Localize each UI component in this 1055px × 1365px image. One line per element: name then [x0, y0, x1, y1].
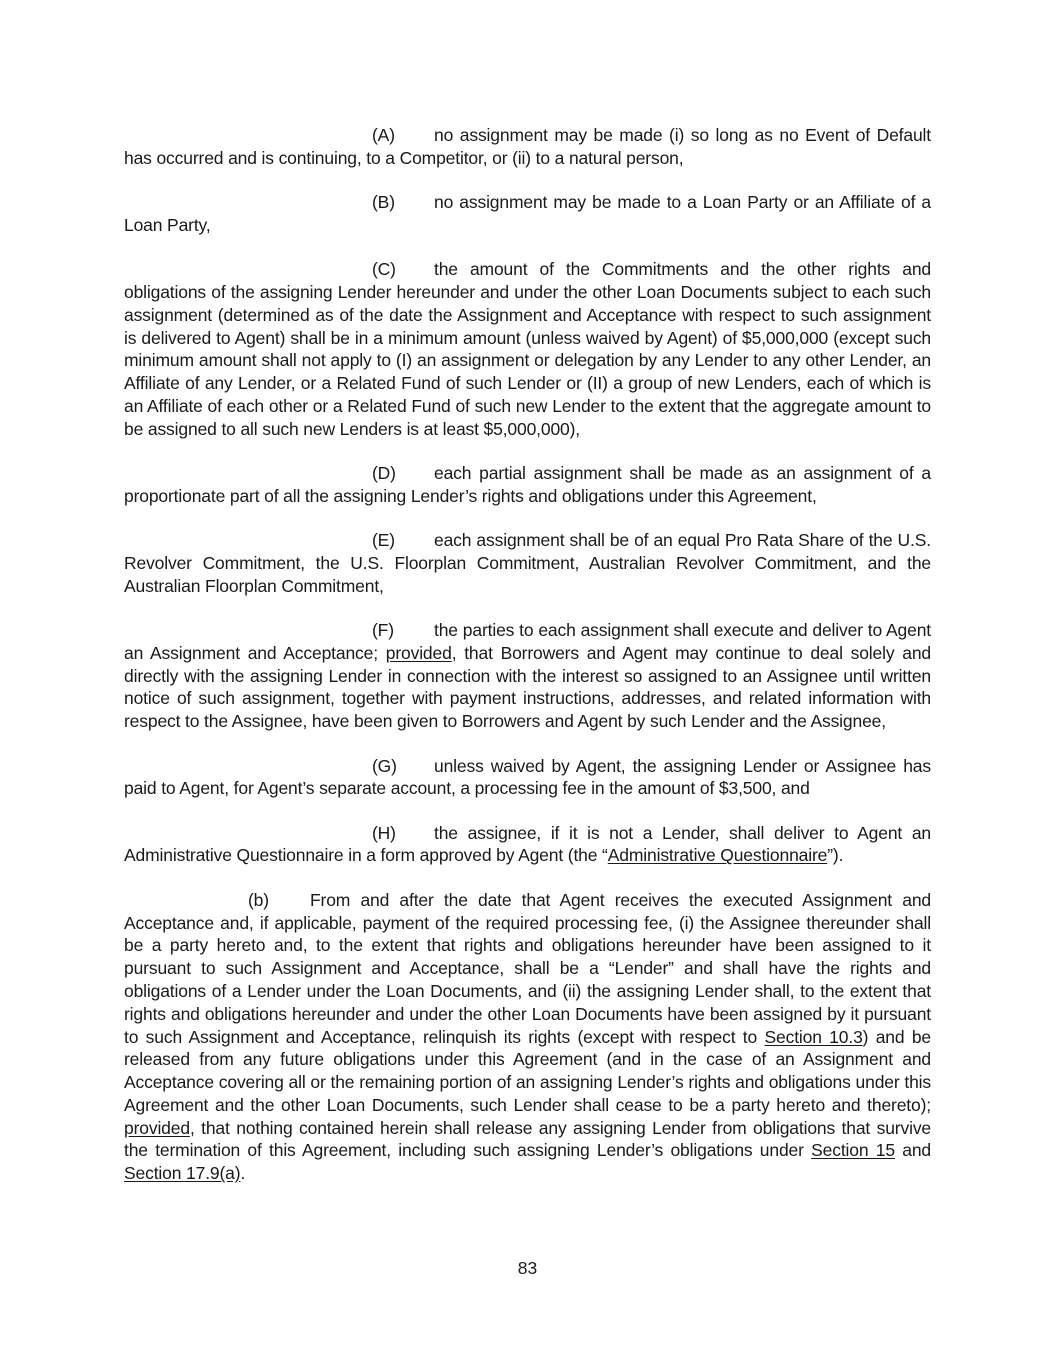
clause-marker: (H) — [372, 822, 396, 843]
clause-g — [124, 755, 931, 801]
clause-text: . — [240, 1163, 246, 1184]
clause-text: the parties to each assignment shall execute and deliver to Agent an Assignment and Acceptance; — [124, 620, 931, 663]
clause-marker: (C) — [372, 259, 396, 280]
provided-term: provided — [124, 1117, 190, 1138]
clause-text: each assignment shall be of an equal Pro Rata Share of the U.S. Revolver Commitment, the U.S. Floorplan Commitment, Australian Revolver Commitment, and the Australian Floorplan Commitment, — [124, 530, 931, 596]
clause-a — [124, 124, 931, 170]
section-reference-10-3: Section 10.3 — [764, 1026, 863, 1047]
section-reference-15: Section 15 — [811, 1140, 895, 1161]
section-reference-17-9a: Section 17.9(a) — [124, 1163, 241, 1184]
clause-text: each partial assignment shall be made as an assignment of a proportionate part of all the assigning Lender’s rights and obligations under this Agreement, — [124, 463, 931, 506]
clause-text: the amount of the Commitments and the other rights and obligations of the assigning Lender hereunder and under the other Loan Documents subject to each such assignment (determined as of the date the Assignment and Acceptance with respect to such assignment is delivered to Agent) shall be in a minimum amount (unless waived by Agent) of $5,000,000 (except such minimum amount shall not apply to (I) an assignment or delegation by any Lender to any other Lender, an Affiliate of any Lender, or a Related Fund of such Lender or (II) a group of new Lenders, each of which is an Affiliate of each other or a Related Fund of such new Lender to the extent that the aggregate amount to be assigned to all such new Lenders is at least $5,000,000), — [124, 259, 931, 439]
document-body — [124, 124, 931, 1207]
clause-c — [124, 258, 931, 440]
clause-h — [124, 822, 931, 868]
clause-f — [124, 619, 931, 733]
clause-text: the assignee, if it is not a Lender, shall deliver to Agent an Administrative Questionnaire in a form approved by Agent (the “ — [124, 822, 931, 866]
clause-marker: (F) — [372, 620, 394, 641]
clause-marker: (B) — [372, 192, 395, 213]
provided-term: provided — [385, 642, 452, 663]
clause-text: , that Borrowers and Agent may continue to deal solely and directly with the assigning Lender in connection with the interest so assigned to an Assignee until written notice of such assignment, together with payment instructions, addresses, and related information with respect to the Assignee, have been given to Borrowers and Agent by such Lender and the Assignee, — [124, 642, 932, 732]
clause-text: From and after the date that Agent receives the executed Assignment and Acceptance and, if applicable, payment of the required processing fee, (i) the Assignee thereunder shall be a party hereto and, to the extent that rights and obligations hereunder have been assigned to it pursuant to such Assignment and Acceptance, shall be a “Lender” and shall have the rights and obligations of a Lender under the Loan Documents, and (ii) the assigning Lender shall, to the extent that rights and obligations hereunder and under the other Loan Documents have been assigned by it pursuant to such Assignment and Acceptance, relinquish its rights (except with respect to — [124, 889, 931, 1047]
clause-text: unless waived by Agent, the assigning Lender or Assignee has paid to Agent, for Agent’s separate account, a processing fee in the amount of $3,500, and — [124, 755, 931, 799]
clause-text: , that nothing contained herein shall release any assigning Lender from obligations that survive the termination of this Agreement, including such assigning Lender’s obligations under — [124, 1117, 931, 1161]
clause-marker: (b) — [248, 889, 269, 910]
clause-d — [124, 462, 931, 508]
clause-marker: (E) — [372, 530, 395, 551]
clause-text: ) and be released from any future obligations under this Agreement (and in the case of an Assignment and Acceptance covering all or the remaining portion of an assigning Lender’s rights and obligations under this Agreement and the other Loan Documents, such Lender shall cease to be a party hereto and thereto); — [124, 1026, 932, 1115]
clause-lower-b — [124, 889, 931, 1185]
clause-marker: (D) — [372, 463, 396, 484]
clause-marker: (A) — [372, 125, 395, 145]
clause-e — [124, 529, 931, 597]
clause-text: and — [894, 1140, 932, 1161]
page-number: 83 — [517, 1258, 538, 1278]
defined-term-administrative-questionnaire: Administrative Questionnaire — [607, 845, 828, 866]
clause-text: no assignment may be made to a Loan Party or an Affiliate of a Loan Party, — [124, 192, 931, 235]
clause-marker: (G) — [372, 755, 397, 776]
clause-text: ”). — [827, 845, 844, 866]
clause-text: no assignment may be made (i) so long as no Event of Default has occurred and is continuing, to a Competitor, or (ii) to a natural person, — [124, 125, 931, 168]
clause-b — [124, 191, 931, 237]
